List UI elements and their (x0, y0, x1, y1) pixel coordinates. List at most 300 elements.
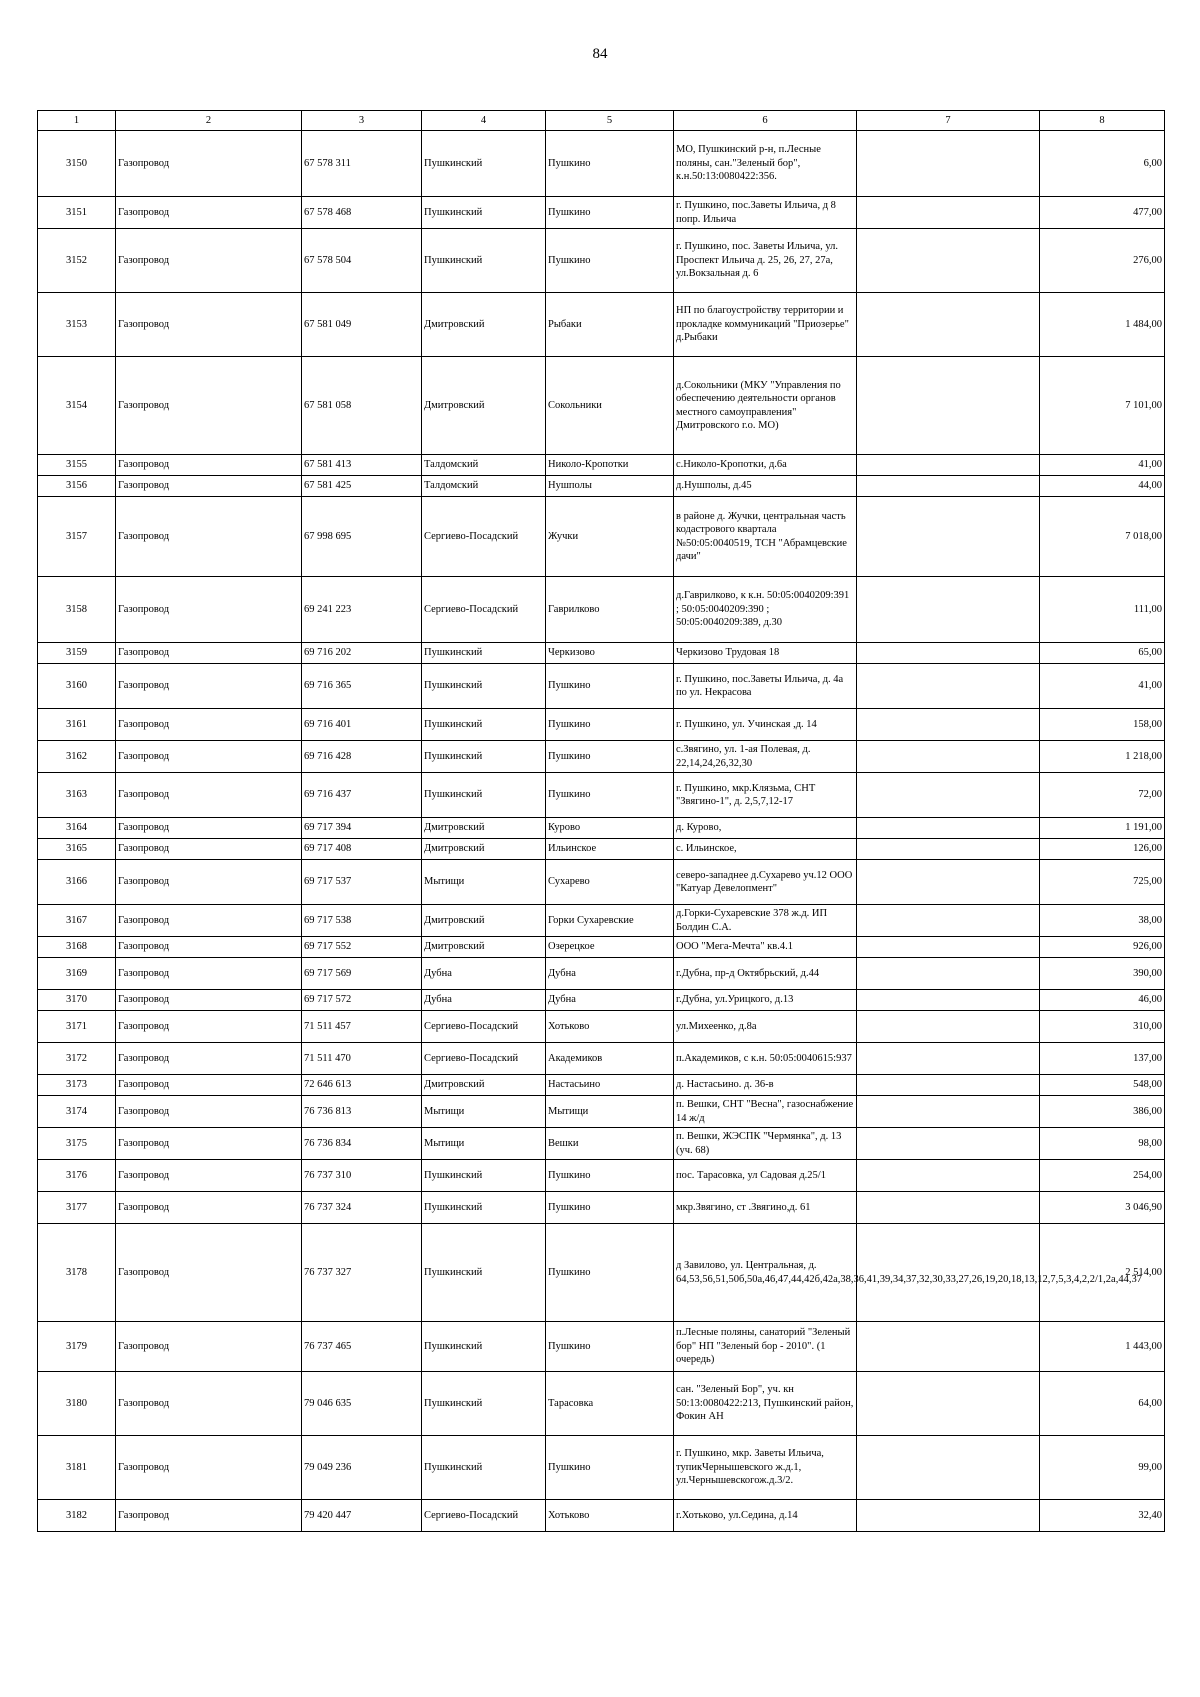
locality-cell: Черкизово (546, 643, 674, 664)
table-row (38, 497, 1165, 577)
object-name-cell: Газопровод (116, 497, 302, 577)
row-number-cell: 3158 (38, 577, 116, 643)
address-cell: в районе д. Жучки, центральная часть кодастрового квартала №50:05:0040519, ТСН "Абрамцевские дачи" (674, 497, 857, 577)
value-cell: 137,00 (1040, 1043, 1165, 1075)
locality-cell: Озерецкое (546, 937, 674, 958)
address-cell: с. Ильинское, (674, 839, 857, 860)
address-cell: ООО "Мега-Мечта" кв.4.1 (674, 937, 857, 958)
address-cell: г. Пушкино, мкр. Заветы Ильича, тупикЧернышевского ж.д.1, ул.Чернышевскогож.д.3/2. (674, 1436, 857, 1500)
object-name-cell: Газопровод (116, 1322, 302, 1372)
row-number-cell: 3176 (38, 1160, 116, 1192)
district-cell: Дмитровский (422, 357, 546, 455)
row-number-cell: 3177 (38, 1192, 116, 1224)
address-cell: с.Николо-Кропотки, д.6а (674, 455, 857, 476)
value-cell: 6,00 (1040, 131, 1165, 197)
value-cell: 98,00 (1040, 1128, 1165, 1160)
object-name-cell: Газопровод (116, 1160, 302, 1192)
value-cell: 99,00 (1040, 1436, 1165, 1500)
value-cell: 41,00 (1040, 664, 1165, 709)
address-cell: г. Пушкино, мкр.Клязьма, СНТ "Звягино-1", д. 2,5,7,12-17 (674, 773, 857, 818)
district-cell: Пушкинский (422, 664, 546, 709)
object-code-cell: 76 737 310 (302, 1160, 422, 1192)
row-number-cell: 3165 (38, 839, 116, 860)
district-cell: Дмитровский (422, 1075, 546, 1096)
table-row (38, 131, 1165, 197)
locality-cell: Пушкино (546, 664, 674, 709)
column-7-cell (857, 839, 1040, 860)
locality-cell: Пушкино (546, 741, 674, 773)
district-cell: Дмитровский (422, 818, 546, 839)
column-7-cell (857, 818, 1040, 839)
address-cell: д.Нушполы, д.45 (674, 476, 857, 497)
district-cell: Сергиево-Посадский (422, 577, 546, 643)
district-cell: Дмитровский (422, 293, 546, 357)
object-name-cell: Газопровод (116, 357, 302, 455)
locality-cell: Хотьково (546, 1500, 674, 1532)
locality-cell: Тарасовка (546, 1372, 674, 1436)
value-cell: 254,00 (1040, 1160, 1165, 1192)
row-number-cell: 3162 (38, 741, 116, 773)
value-cell: 41,00 (1040, 455, 1165, 476)
column-header: 5 (546, 111, 674, 131)
district-cell: Сергиево-Посадский (422, 1011, 546, 1043)
row-number-cell: 3156 (38, 476, 116, 497)
table-row (38, 905, 1165, 937)
object-code-cell: 69 717 569 (302, 958, 422, 990)
object-code-cell: 69 716 202 (302, 643, 422, 664)
row-number-cell: 3153 (38, 293, 116, 357)
object-code-cell: 67 581 425 (302, 476, 422, 497)
district-cell: Пушкинский (422, 1372, 546, 1436)
address-cell: д. Настасьино. д. 36-в (674, 1075, 857, 1096)
column-7-cell (857, 1192, 1040, 1224)
address-cell: пос. Тарасовка, ул Садовая д.25/1 (674, 1160, 857, 1192)
locality-cell: Пушкино (546, 1322, 674, 1372)
column-7-cell (857, 1500, 1040, 1532)
object-code-cell: 79 049 236 (302, 1436, 422, 1500)
row-number-cell: 3155 (38, 455, 116, 476)
value-cell: 111,00 (1040, 577, 1165, 643)
locality-cell: Пушкино (546, 1224, 674, 1322)
district-cell: Пушкинский (422, 1322, 546, 1372)
district-cell: Пушкинский (422, 709, 546, 741)
column-header: 6 (674, 111, 857, 131)
table-row (38, 455, 1165, 476)
locality-cell: Мытищи (546, 1096, 674, 1128)
object-code-cell: 69 717 552 (302, 937, 422, 958)
object-name-cell: Газопровод (116, 1128, 302, 1160)
address-cell: г. Пушкино, ул. Учинская ,д. 14 (674, 709, 857, 741)
column-7-cell (857, 643, 1040, 664)
value-cell: 7 018,00 (1040, 497, 1165, 577)
locality-cell: Пушкино (546, 709, 674, 741)
address-cell: д.Сокольники (МКУ "Управления по обеспечению деятельности органов местного самоуправления" Дмитровского г.о. МО) (674, 357, 857, 455)
address-cell: сан. "Зеленый Бор", уч. кн 50:13:0080422:213, Пушкинский район, Фокин АН (674, 1372, 857, 1436)
object-name-cell: Газопровод (116, 197, 302, 229)
value-cell: 46,00 (1040, 990, 1165, 1011)
address-cell: п. Вешки, СНТ "Весна", газоснабжение 14 ж/д (674, 1096, 857, 1128)
table-row (38, 293, 1165, 357)
address-cell: северо-западнее д.Сухарево уч.12 ООО "Катуар Девелопмент" (674, 860, 857, 905)
object-name-cell: Газопровод (116, 1436, 302, 1500)
object-name-cell: Газопровод (116, 1224, 302, 1322)
object-code-cell: 69 716 365 (302, 664, 422, 709)
row-number-cell: 3168 (38, 937, 116, 958)
object-code-cell: 76 737 327 (302, 1224, 422, 1322)
column-7-cell (857, 293, 1040, 357)
object-code-cell: 71 511 457 (302, 1011, 422, 1043)
district-cell: Пушкинский (422, 1160, 546, 1192)
object-name-cell: Газопровод (116, 773, 302, 818)
column-7-cell (857, 1160, 1040, 1192)
object-name-cell: Газопровод (116, 643, 302, 664)
address-cell: д.Гаврилково, к к.н. 50:05:0040209:391 ; 50:05:0040209:390 ; 50:05:0040209:389, д.30 (674, 577, 857, 643)
address-cell: ул.Михеенко, д.8а (674, 1011, 857, 1043)
object-code-cell: 67 578 468 (302, 197, 422, 229)
object-name-cell: Газопровод (116, 1043, 302, 1075)
column-header: 4 (422, 111, 546, 131)
district-cell: Мытищи (422, 1096, 546, 1128)
value-cell: 390,00 (1040, 958, 1165, 990)
column-7-cell (857, 1322, 1040, 1372)
address-cell: Черкизово Трудовая 18 (674, 643, 857, 664)
object-name-cell: Газопровод (116, 229, 302, 293)
column-7-cell (857, 905, 1040, 937)
row-number-cell: 3169 (38, 958, 116, 990)
table-row (38, 1160, 1165, 1192)
column-7-cell (857, 1096, 1040, 1128)
address-cell: НП по благоустройству территории и прокладке коммуникаций "Приозерье" д.Рыбаки (674, 293, 857, 357)
column-7-cell (857, 1436, 1040, 1500)
address-cell: д.Горки-Сухаревские 378 ж.д. ИП Болдин С.А. (674, 905, 857, 937)
column-7-cell (857, 709, 1040, 741)
table-row (38, 1372, 1165, 1436)
object-code-cell: 69 717 538 (302, 905, 422, 937)
object-code-cell: 69 716 437 (302, 773, 422, 818)
object-name-cell: Газопровод (116, 131, 302, 197)
row-number-cell: 3154 (38, 357, 116, 455)
district-cell: Талдомский (422, 476, 546, 497)
table-row (38, 1500, 1165, 1532)
object-code-cell: 69 716 401 (302, 709, 422, 741)
column-7-cell (857, 1043, 1040, 1075)
address-cell: г. Пушкино, пос.Заветы Ильича, д. 4а по ул. Некрасова (674, 664, 857, 709)
column-7-cell (857, 1372, 1040, 1436)
object-name-cell: Газопровод (116, 709, 302, 741)
object-name-cell: Газопровод (116, 664, 302, 709)
object-name-cell: Газопровод (116, 455, 302, 476)
column-7-cell (857, 455, 1040, 476)
district-cell: Мытищи (422, 860, 546, 905)
object-code-cell: 79 046 635 (302, 1372, 422, 1436)
district-cell: Талдомский (422, 455, 546, 476)
table-row (38, 1192, 1165, 1224)
value-cell: 477,00 (1040, 197, 1165, 229)
page-number: 84 (592, 46, 608, 62)
table-row (38, 664, 1165, 709)
row-number-cell: 3181 (38, 1436, 116, 1500)
column-header: 1 (38, 111, 116, 131)
object-name-cell: Газопровод (116, 476, 302, 497)
table-row (38, 860, 1165, 905)
table-body (38, 131, 1165, 1532)
row-number-cell: 3164 (38, 818, 116, 839)
object-code-cell: 76 737 465 (302, 1322, 422, 1372)
object-code-cell: 76 737 324 (302, 1192, 422, 1224)
row-number-cell: 3157 (38, 497, 116, 577)
column-7-cell (857, 1011, 1040, 1043)
value-cell: 310,00 (1040, 1011, 1165, 1043)
column-7-cell (857, 197, 1040, 229)
value-cell: 7 101,00 (1040, 357, 1165, 455)
row-number-cell: 3172 (38, 1043, 116, 1075)
column-7-cell (857, 229, 1040, 293)
district-cell: Дмитровский (422, 839, 546, 860)
address-cell: п.Лесные поляны, санаторий "Зеленый бор" НП "Зеленый бор - 2010". (1 очередь) (674, 1322, 857, 1372)
column-7-cell (857, 577, 1040, 643)
row-number-cell: 3173 (38, 1075, 116, 1096)
locality-cell: Пушкино (546, 1436, 674, 1500)
value-cell: 386,00 (1040, 1096, 1165, 1128)
table-row (38, 1043, 1165, 1075)
object-name-cell: Газопровод (116, 990, 302, 1011)
value-cell: 1 218,00 (1040, 741, 1165, 773)
locality-cell: Горки Сухаревские (546, 905, 674, 937)
table-row (38, 357, 1165, 455)
table-row (38, 577, 1165, 643)
table-row (38, 197, 1165, 229)
locality-cell: Ильинское (546, 839, 674, 860)
row-number-cell: 3151 (38, 197, 116, 229)
value-cell: 32,40 (1040, 1500, 1165, 1532)
address-cell: г. Пушкино, пос.Заветы Ильича, д 8 попр. Ильича (674, 197, 857, 229)
object-name-cell: Газопровод (116, 958, 302, 990)
locality-cell: Хотьково (546, 1011, 674, 1043)
table-header-row (38, 111, 1165, 131)
object-code-cell: 72 646 613 (302, 1075, 422, 1096)
table-row (38, 709, 1165, 741)
row-number-cell: 3179 (38, 1322, 116, 1372)
address-cell: г.Дубна, ул.Урицкого, д.13 (674, 990, 857, 1011)
value-cell: 126,00 (1040, 839, 1165, 860)
locality-cell: Николо-Кропотки (546, 455, 674, 476)
object-name-cell: Газопровод (116, 577, 302, 643)
locality-cell: Дубна (546, 990, 674, 1011)
object-code-cell: 67 581 049 (302, 293, 422, 357)
table-row (38, 1128, 1165, 1160)
value-cell: 65,00 (1040, 643, 1165, 664)
row-number-cell: 3159 (38, 643, 116, 664)
address-cell: д. Курово, (674, 818, 857, 839)
address-cell: п. Вешки, ЖЭСПК "Чермянка", д. 13 (уч. 68) (674, 1128, 857, 1160)
district-cell: Пушкинский (422, 1192, 546, 1224)
table-row (38, 1075, 1165, 1096)
locality-cell: Академиков (546, 1043, 674, 1075)
locality-cell: Настасьино (546, 1075, 674, 1096)
value-cell: 1 443,00 (1040, 1322, 1165, 1372)
locality-cell: Сухарево (546, 860, 674, 905)
column-7-cell (857, 741, 1040, 773)
column-header: 2 (116, 111, 302, 131)
column-7-cell (857, 476, 1040, 497)
row-number-cell: 3175 (38, 1128, 116, 1160)
object-name-cell: Газопровод (116, 937, 302, 958)
table-row (38, 476, 1165, 497)
district-cell: Пушкинский (422, 229, 546, 293)
object-code-cell: 79 420 447 (302, 1500, 422, 1532)
object-code-cell: 67 581 413 (302, 455, 422, 476)
locality-cell: Курово (546, 818, 674, 839)
object-name-cell: Газопровод (116, 1075, 302, 1096)
district-cell: Пушкинский (422, 197, 546, 229)
column-7-cell (857, 1128, 1040, 1160)
locality-cell: Нушполы (546, 476, 674, 497)
column-7-cell (857, 860, 1040, 905)
district-cell: Пушкинский (422, 773, 546, 818)
value-cell: 2 514,00 (1040, 1224, 1165, 1322)
value-cell: 64,00 (1040, 1372, 1165, 1436)
object-name-cell: Газопровод (116, 860, 302, 905)
object-name-cell: Газопровод (116, 1372, 302, 1436)
locality-cell: Рыбаки (546, 293, 674, 357)
value-cell: 276,00 (1040, 229, 1165, 293)
table-row (38, 1322, 1165, 1372)
table-row (38, 229, 1165, 293)
locality-cell: Пушкино (546, 131, 674, 197)
value-cell: 158,00 (1040, 709, 1165, 741)
row-number-cell: 3163 (38, 773, 116, 818)
value-cell: 548,00 (1040, 1075, 1165, 1096)
locality-cell: Гаврилково (546, 577, 674, 643)
address-cell: г.Хотьково, ул.Седина, д.14 (674, 1500, 857, 1532)
row-number-cell: 3171 (38, 1011, 116, 1043)
address-cell: п.Академиков, с к.н. 50:05:0040615:937 (674, 1043, 857, 1075)
district-cell: Дмитровский (422, 937, 546, 958)
object-name-cell: Газопровод (116, 741, 302, 773)
table-row (38, 839, 1165, 860)
locality-cell: Дубна (546, 958, 674, 990)
address-cell: с.Звягино, ул. 1-ая Полевая, д. 22,14,24,26,32,30 (674, 741, 857, 773)
column-7-cell (857, 773, 1040, 818)
value-cell: 3 046,90 (1040, 1192, 1165, 1224)
object-code-cell: 69 716 428 (302, 741, 422, 773)
table-row (38, 1436, 1165, 1500)
object-code-cell: 67 578 504 (302, 229, 422, 293)
value-cell: 725,00 (1040, 860, 1165, 905)
value-cell: 926,00 (1040, 937, 1165, 958)
table-row (38, 1011, 1165, 1043)
column-header: 8 (1040, 111, 1165, 131)
table-row (38, 643, 1165, 664)
value-cell: 72,00 (1040, 773, 1165, 818)
column-7-cell (857, 664, 1040, 709)
row-number-cell: 3166 (38, 860, 116, 905)
row-number-cell: 3160 (38, 664, 116, 709)
value-cell: 1 191,00 (1040, 818, 1165, 839)
column-header: 7 (857, 111, 1040, 131)
district-cell: Мытищи (422, 1128, 546, 1160)
object-code-cell: 69 717 408 (302, 839, 422, 860)
row-number-cell: 3152 (38, 229, 116, 293)
registry-table (37, 110, 1165, 1532)
value-cell: 44,00 (1040, 476, 1165, 497)
table-row (38, 1224, 1165, 1322)
table-row (38, 1096, 1165, 1128)
locality-cell: Жучки (546, 497, 674, 577)
address-cell: г.Дубна, пр-д Октябрьский, д.44 (674, 958, 857, 990)
object-name-cell: Газопровод (116, 839, 302, 860)
table-row (38, 937, 1165, 958)
object-name-cell: Газопровод (116, 1500, 302, 1532)
value-cell: 1 484,00 (1040, 293, 1165, 357)
address-cell: г. Пушкино, пос. Заветы Ильича, ул. Проспект Ильича д. 25, 26, 27, 27а, ул.Вокзальная д. 6 (674, 229, 857, 293)
address-cell: мкр.Звягино, ст .Звягино,д. 61 (674, 1192, 857, 1224)
locality-cell: Пушкино (546, 773, 674, 818)
district-cell: Пушкинский (422, 643, 546, 664)
row-number-cell: 3174 (38, 1096, 116, 1128)
object-code-cell: 71 511 470 (302, 1043, 422, 1075)
locality-cell: Пушкино (546, 1160, 674, 1192)
column-7-cell (857, 131, 1040, 197)
object-code-cell: 69 717 394 (302, 818, 422, 839)
object-code-cell: 67 578 311 (302, 131, 422, 197)
column-7-cell (857, 990, 1040, 1011)
address-cell: МО, Пушкинский р-н, п.Лесные поляны, сан."Зеленый бор", к.н.50:13:0080422:356. (674, 131, 857, 197)
district-cell: Дубна (422, 990, 546, 1011)
locality-cell: Пушкино (546, 229, 674, 293)
column-7-cell (857, 937, 1040, 958)
column-7-cell (857, 958, 1040, 990)
district-cell: Пушкинский (422, 1224, 546, 1322)
district-cell: Пушкинский (422, 131, 546, 197)
object-name-cell: Газопровод (116, 1192, 302, 1224)
row-number-cell: 3182 (38, 1500, 116, 1532)
row-number-cell: 3150 (38, 131, 116, 197)
district-cell: Сергиево-Посадский (422, 497, 546, 577)
object-name-cell: Газопровод (116, 1011, 302, 1043)
object-code-cell: 76 736 834 (302, 1128, 422, 1160)
object-code-cell: 76 736 813 (302, 1096, 422, 1128)
locality-cell: Вешки (546, 1128, 674, 1160)
object-name-cell: Газопровод (116, 293, 302, 357)
locality-cell: Пушкино (546, 1192, 674, 1224)
object-name-cell: Газопровод (116, 818, 302, 839)
row-number-cell: 3180 (38, 1372, 116, 1436)
locality-cell: Пушкино (546, 197, 674, 229)
column-7-cell (857, 497, 1040, 577)
object-code-cell: 69 717 572 (302, 990, 422, 1011)
table-row (38, 990, 1165, 1011)
district-cell: Дмитровский (422, 905, 546, 937)
district-cell: Дубна (422, 958, 546, 990)
object-name-cell: Газопровод (116, 905, 302, 937)
district-cell: Сергиево-Посадский (422, 1500, 546, 1532)
object-code-cell: 69 241 223 (302, 577, 422, 643)
column-header: 3 (302, 111, 422, 131)
value-cell: 38,00 (1040, 905, 1165, 937)
table-row (38, 958, 1165, 990)
column-7-cell (857, 357, 1040, 455)
object-code-cell: 69 717 537 (302, 860, 422, 905)
row-number-cell: 3167 (38, 905, 116, 937)
table-row (38, 773, 1165, 818)
row-number-cell: 3170 (38, 990, 116, 1011)
column-7-cell (857, 1224, 1040, 1322)
table-row (38, 741, 1165, 773)
district-cell: Сергиево-Посадский (422, 1043, 546, 1075)
object-code-cell: 67 998 695 (302, 497, 422, 577)
table-row (38, 818, 1165, 839)
